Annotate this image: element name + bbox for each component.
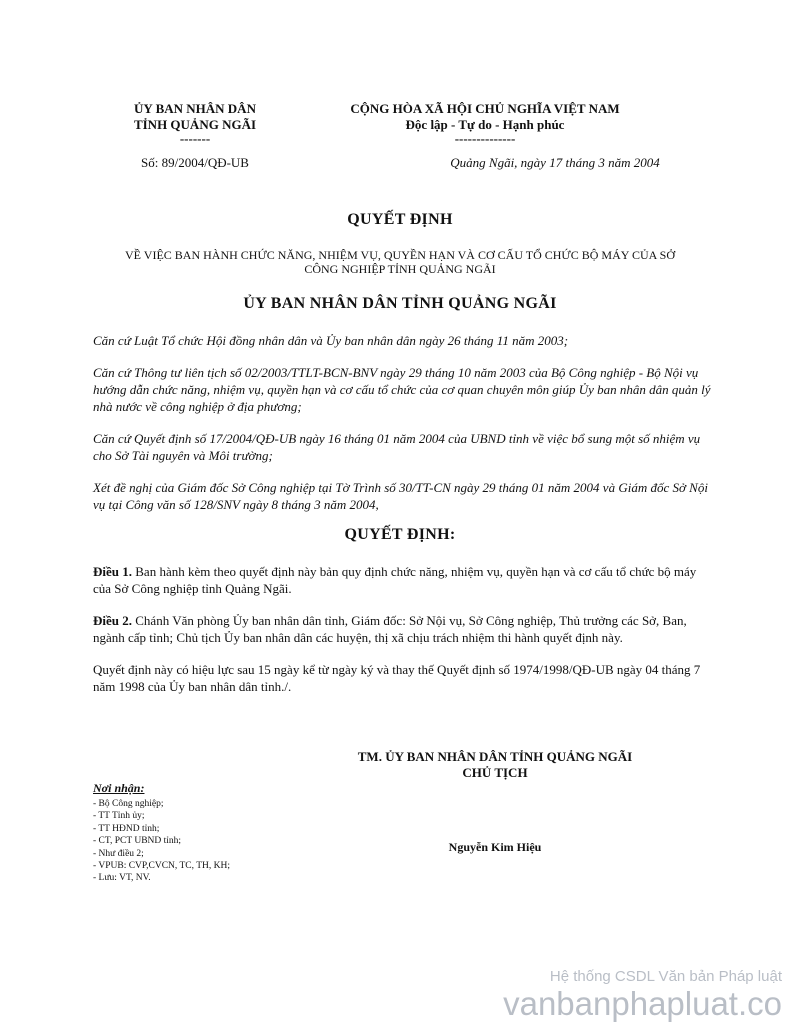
recipient-item: - CT, PCT UBND tỉnh; bbox=[93, 836, 182, 847]
recipients bbox=[93, 781, 333, 885]
recipient-item: - VPUB: CVP,CVCN, TC, TH, KH; bbox=[93, 861, 230, 872]
article-1 bbox=[93, 563, 713, 597]
subject-line2: CÔNG NGHIỆP TỈNH QUẢNG NGÃI bbox=[304, 262, 496, 276]
article-1-text: Ban hành kèm theo quyết định này bản quy định chức năng, nhiệm vụ, quyền hạn và cơ cấu tổ chức bộ máy của Sở Công nghiệp tỉnh Quảng Ngãi. bbox=[93, 564, 697, 596]
document-subject bbox=[80, 248, 720, 276]
signature-block bbox=[330, 749, 660, 781]
issuing-authority-separator: ------- bbox=[179, 131, 211, 146]
issuing-authority-line1: ỦY BAN NHÂN DÂN bbox=[134, 101, 256, 116]
subject-line1: VỀ VIỆC BAN HÀNH CHỨC NĂNG, NHIỆM VỤ, QUYỀN HẠN VÀ CƠ CẤU TỔ CHỨC BỘ MÁY CỦA SỞ bbox=[125, 248, 675, 262]
preamble-1: Căn cứ Luật Tổ chức Hội đồng nhân dân và Ủy ban nhân dân ngày 26 tháng 11 năm 2003; bbox=[93, 333, 569, 348]
preamble-3: Căn cứ Quyết định số 17/2004/QĐ-UB ngày 16 tháng 01 năm 2004 của UBND tỉnh về việc bổ sung một số nhiệm vụ cho Sở Tài nguyên và Môi trường; bbox=[93, 431, 701, 463]
article-2-label: Điều 2. bbox=[93, 613, 132, 628]
signer-name: Nguyễn Kim Hiệu bbox=[448, 840, 542, 854]
issuing-authority-line2: TỈNH QUẢNG NGÃI bbox=[133, 117, 257, 132]
recipient-item: - Bộ Công nghiệp; bbox=[93, 799, 164, 809]
national-name: CỘNG HÒA XÃ HỘI CHỦ NGHĨA VIỆT NAM bbox=[350, 101, 620, 116]
decision-heading: QUYẾT ĐỊNH: bbox=[344, 526, 456, 543]
document-title: QUYẾT ĐỊNH bbox=[347, 211, 453, 228]
signature-org: TM. ỦY BAN NHÂN DÂN TỈNH QUẢNG NGÃI bbox=[357, 749, 633, 764]
recipient-item: - TT HĐND tỉnh; bbox=[93, 823, 160, 834]
signature-position: CHỦ TỊCH bbox=[462, 765, 528, 780]
article-2 bbox=[93, 612, 713, 646]
recipient-item: - Như điều 2; bbox=[93, 848, 144, 859]
document-number: Số: 89/2004/QĐ-UB bbox=[141, 155, 249, 170]
recipient-item: - Lưu: VT, NV. bbox=[93, 873, 151, 884]
watermark-line2: vanbanphapluat.co bbox=[503, 985, 782, 1022]
deciding-authority: ỦY BAN NHÂN DÂN TỈNH QUẢNG NGÃI bbox=[243, 295, 557, 312]
article-2-text: Chánh Văn phòng Ủy ban nhân dân tỉnh, Giám đốc: Sở Nội vụ, Sở Công nghiệp, Thủ trưởng các Sở, Ban, ngành cấp tỉnh; Chủ tịch Ủy ban nhân dân các huyện, thị xã chịu trách nhiệm thi hành quyết định này. bbox=[93, 613, 687, 645]
article-1-label: Điều 1. bbox=[93, 564, 132, 579]
place-date: Quảng Ngãi, ngày 17 tháng 3 năm 2004 bbox=[450, 155, 660, 170]
preamble-2: Căn cứ Thông tư liên tịch số 02/2003/TTLT-BCN-BNV ngày 29 tháng 10 năm 2003 của Bộ Công nghiệp - Bộ Nội vụ hướng dẫn chức năng, nhiệm vụ, quyền hạn và cơ cấu tổ chức của cơ quan chuyên môn giúp Ủy ban nhân dân quản lý nhà nước về công nghiệp ở địa phương; bbox=[93, 365, 711, 414]
motto: Độc lập - Tự do - Hạnh phúc bbox=[405, 117, 565, 132]
recipients-heading: Nơi nhận: bbox=[93, 781, 145, 795]
effect-clause: Quyết định này có hiệu lực sau 15 ngày kể từ ngày ký và thay thế Quyết định số 1974/1998/QĐ-UB ngày 04 tháng 7 năm 1998 của Ủy ban nhân dân tỉnh./. bbox=[93, 662, 701, 694]
issuing-authority bbox=[100, 101, 290, 145]
recipient-item: - TT Tỉnh ủy; bbox=[93, 811, 145, 822]
motto-separator: -------------- bbox=[454, 131, 516, 146]
national-motto bbox=[330, 101, 640, 145]
preamble-4: Xét đề nghị của Giám đốc Sở Công nghiệp tại Tờ Trình số 30/TT-CN ngày 29 tháng 01 năm 2004 và Giám đốc Sở Nội vụ tại Công văn số 128/SNV ngày 8 tháng 3 năm 2004, bbox=[93, 480, 708, 512]
watermark-line1: Hệ thống CSDL Văn bản Pháp luật bbox=[549, 968, 782, 985]
recipients-list bbox=[93, 798, 333, 885]
